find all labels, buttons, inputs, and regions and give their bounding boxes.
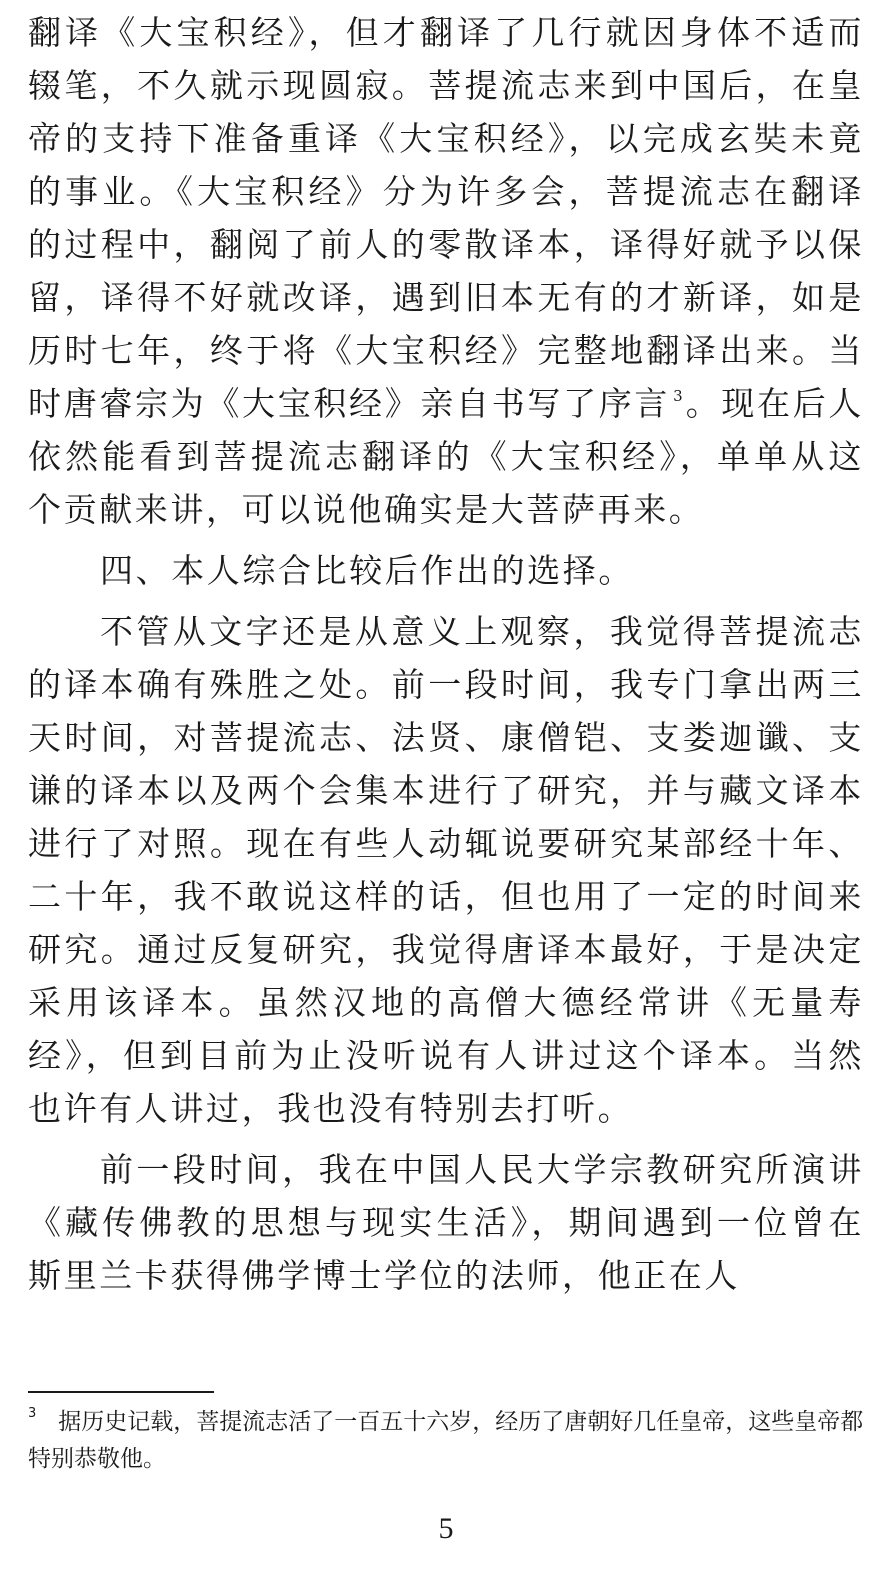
- paragraph: 前一段时间，我在中国人民大学宗教研究所演讲《藏传佛教的思想与现实生活》，期间遇到一位曾在斯里兰卡获得佛学博士学位的法师，他正在人: [28, 1150, 864, 1295]
- paragraph-text: 。现在后人依然能看到菩提流志翻译的《大宝积经》，单单从这个贡献来讲，可以说他确实是大菩萨再来。: [28, 384, 864, 529]
- footnote-text: 据历史记载，菩提流志活了一百五十六岁，经历了唐朝好几任皇帝，这些皇帝都特别恭敬他。: [28, 1409, 864, 1472]
- footnote-number: 3: [28, 1406, 37, 1421]
- body-text: [28, 6, 864, 1302]
- section-heading: 四、本人综合比较后作出的选择。: [100, 551, 634, 590]
- paragraph-text: 翻译《大宝积经》，但才翻译了几行就因身体不适而辍笔，不久就示现圆寂。菩提流志来到中国后，在皇帝的支持下准备重译《大宝积经》，以完成玄奘未竟的事业。《大宝积经》分为许多会，菩提流志在翻译的过程中，翻阅了前人的零散译本，译得好就予以保留，译得不好就改译，遇到旧本无有的才新译，如是历时七年，终于将《大宝积经》完整地翻译出来。当时唐睿宗为《大宝积经》亲自书写了序言: [28, 13, 864, 423]
- footnote-divider: [28, 1391, 214, 1393]
- paragraph-continued: [28, 6, 864, 536]
- footnote-reference: 3: [673, 387, 683, 405]
- page-number: 5: [438, 1512, 454, 1545]
- footnote: [28, 1404, 864, 1478]
- paragraph: 不管从文字还是从意义上观察，我觉得菩提流志的译本确有殊胜之处。前一段时间，我专门拿出两三天时间，对菩提流志、法贤、康僧铠、支娄迦谶、支谦的译本以及两个会集本进行了研究，并与藏文译本进行了对照。现在有些人动辄说要研究某部经十年、二十年，我不敢说这样的话，但也用了一定的时间来研究。通过反复研究，我觉得唐译本最好，于是决定采用该译本。虽然汉地的高僧大德经常讲《无量寿经》，但到目前为止没听说有人讲过这个译本。当然也许有人讲过，我也没有特别去打听。: [28, 612, 864, 1128]
